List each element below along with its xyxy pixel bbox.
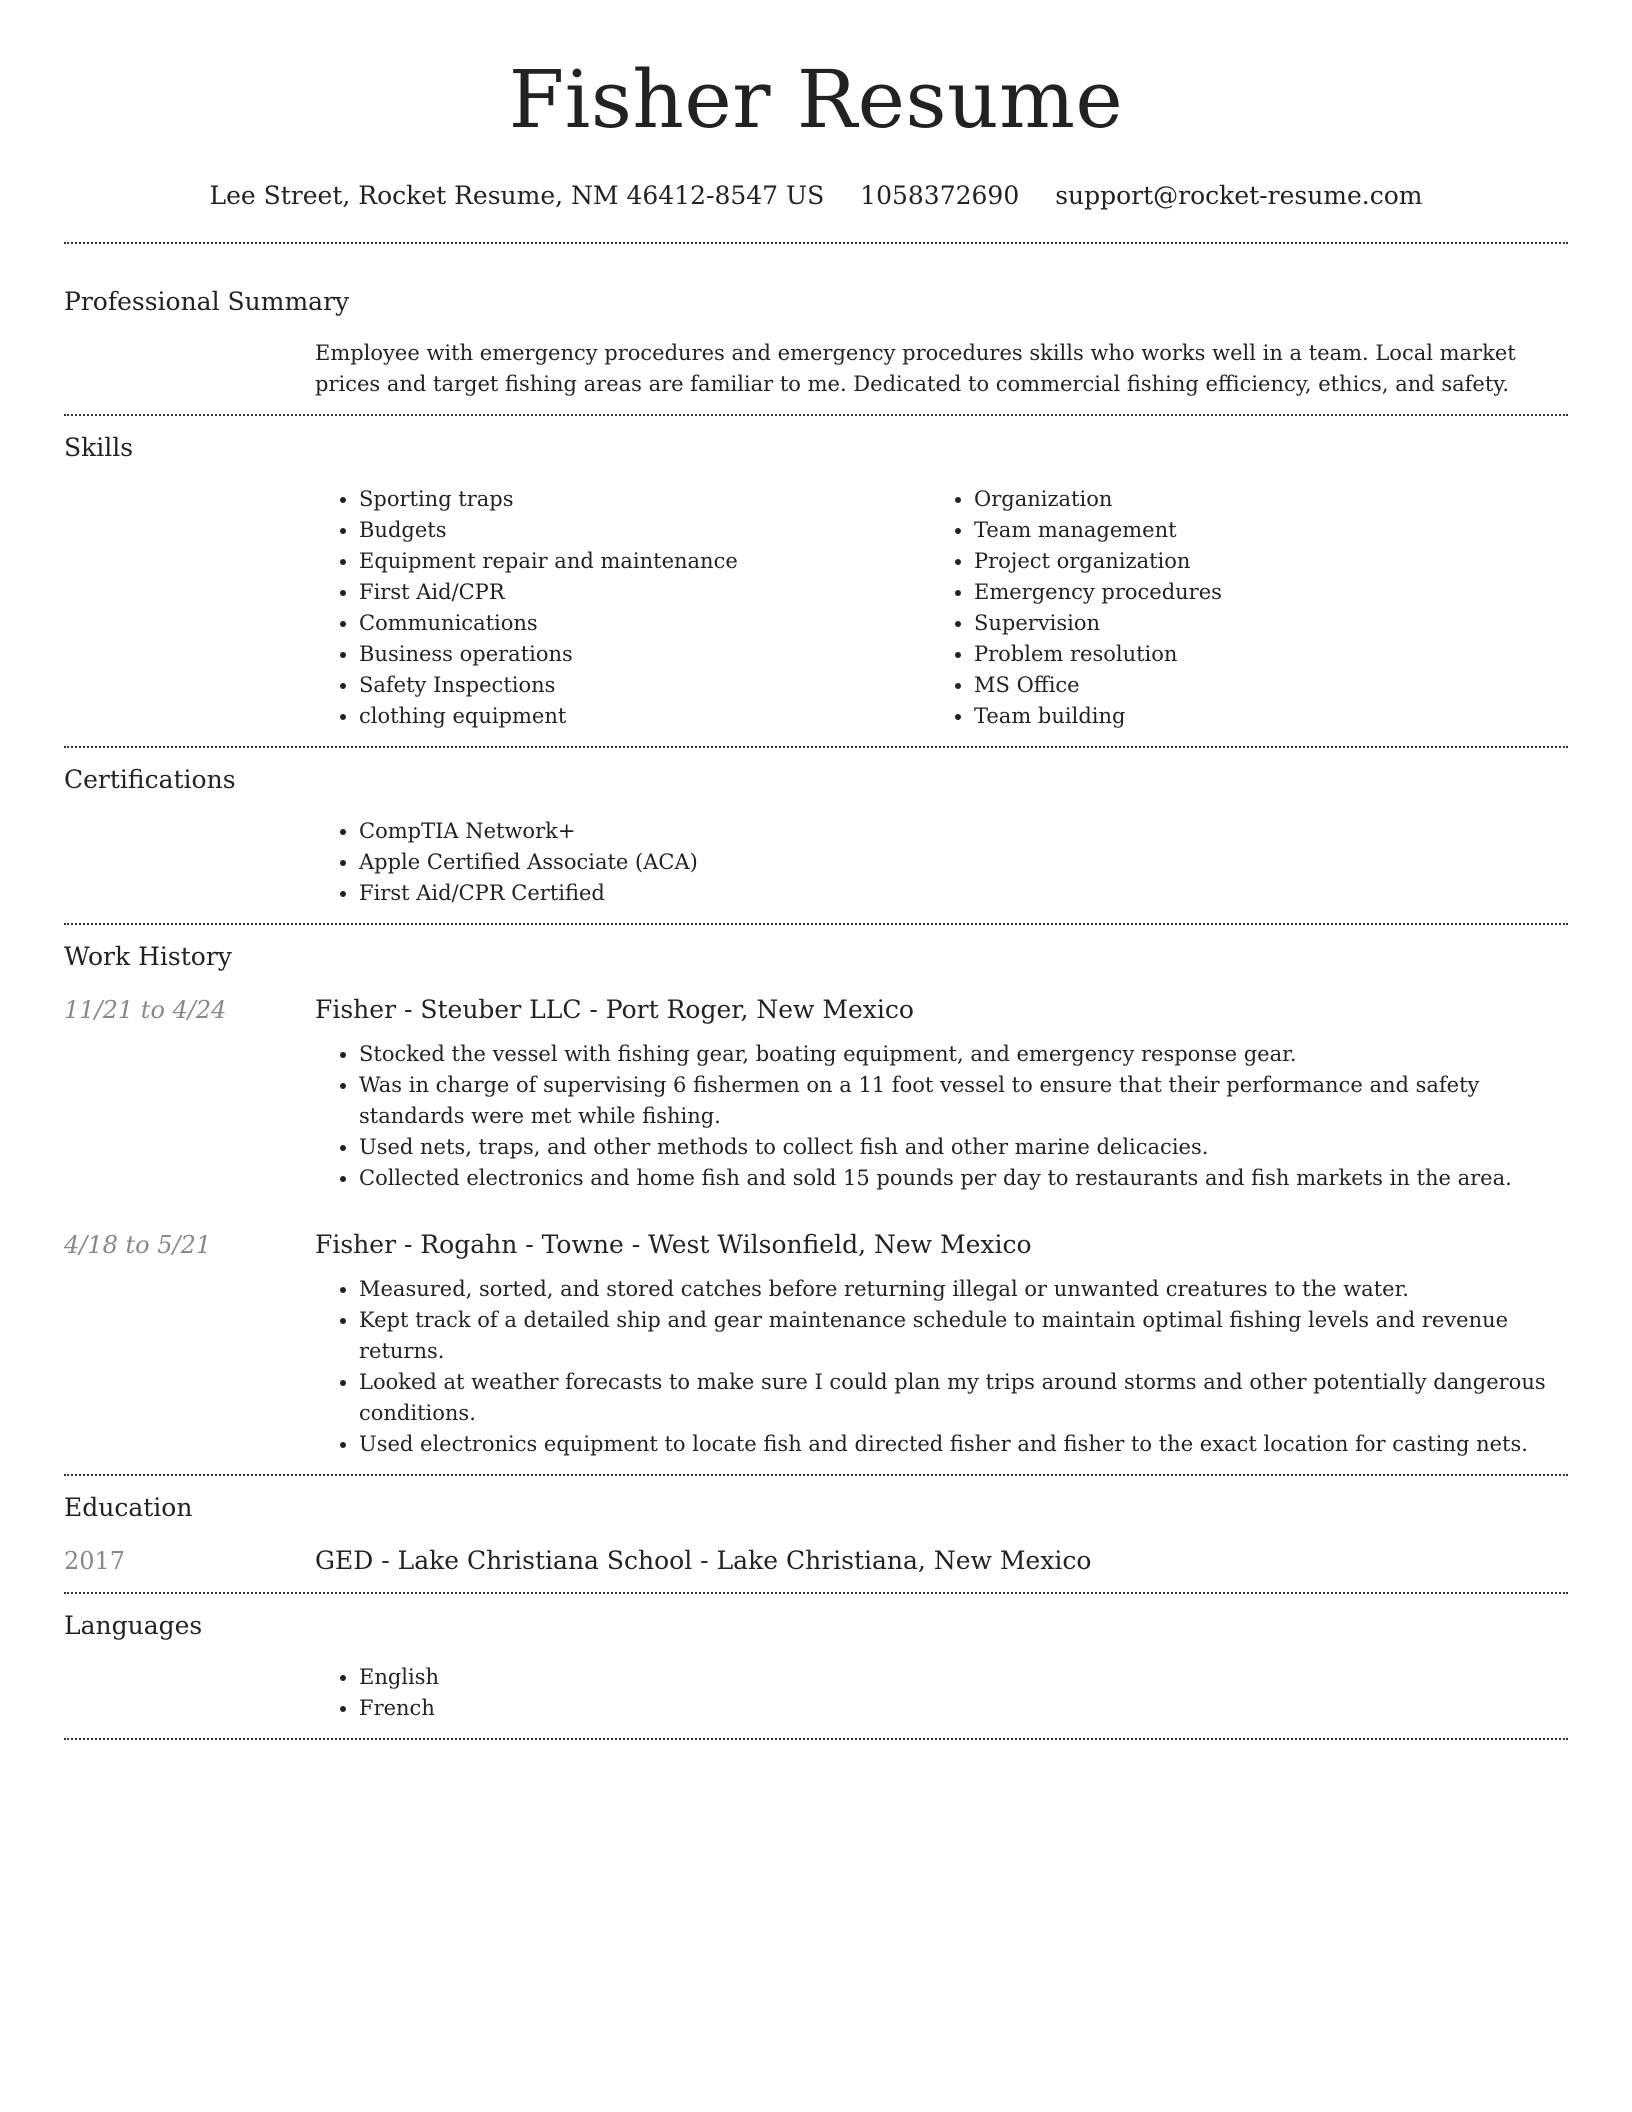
certifications-section xyxy=(64,748,1568,923)
contact-phone: 1058372690 xyxy=(860,181,1020,210)
skill-item: • First Aid/CPR xyxy=(359,577,930,608)
summary-title: Professional Summary xyxy=(64,287,350,316)
skill-item: • Project organization xyxy=(974,546,1545,577)
skills-section xyxy=(64,416,1568,746)
languages-title: Languages xyxy=(64,1611,203,1640)
job-bullet: • Was in charge of supervising 6 fishermen on a 11 foot vessel to ensure that their performance and safety standards were met while fishing. xyxy=(359,1070,1568,1132)
summary-text: Employee with emergency procedures and emergency procedures skills who works well in a team. Local market prices and target fishing areas are familiar to me. Dedicated to commercial fishing efficiency, ethics, and safety. xyxy=(315,341,1516,396)
skill-item: • Safety Inspections xyxy=(359,670,930,701)
skills-column-right xyxy=(930,484,1545,732)
job-bullet: • Used electronics equipment to locate fish and directed fisher and fisher to the exact location for casting nets. xyxy=(359,1429,1568,1460)
summary-section xyxy=(64,244,1568,414)
education-year: 2017 xyxy=(64,1547,126,1575)
work-history-section xyxy=(64,925,1568,1474)
job-bullet: • Measured, sorted, and stored catches before returning illegal or unwanted creatures to the water. xyxy=(359,1274,1568,1305)
certifications-title: Certifications xyxy=(64,765,236,794)
skill-item: • Budgets xyxy=(359,515,930,546)
job-details xyxy=(315,993,1568,1194)
skill-item: • Sporting traps xyxy=(359,484,930,515)
language-item: • English xyxy=(359,1662,1568,1693)
education-details xyxy=(315,1544,1568,1578)
resume-header xyxy=(64,0,1568,214)
skills-list-right xyxy=(930,484,1545,732)
job-bullet: • Looked at weather forecasts to make sure I could plan my trips around storms and other potentially dangerous conditions. xyxy=(359,1367,1568,1429)
job-bullet: • Kept track of a detailed ship and gear maintenance schedule to maintain optimal fishing levels and revenue returns. xyxy=(359,1305,1568,1367)
job-bullet: • Used nets, traps, and other methods to collect fish and other marine delicacies. xyxy=(359,1132,1568,1163)
skill-item: • Problem resolution xyxy=(974,639,1545,670)
skill-item: • Communications xyxy=(359,608,930,639)
job-dates: 11/21 to 4/24 xyxy=(64,996,227,1024)
skills-list-left xyxy=(315,484,930,732)
job-bullet: • Stocked the vessel with fishing gear, boating equipment, and emergency response gear. xyxy=(359,1039,1568,1070)
certification-item: • Apple Certified Associate (ACA) xyxy=(359,847,1568,878)
education-degree: GED - Lake Christiana School - Lake Christiana, New Mexico xyxy=(315,1546,1092,1575)
job-bullets xyxy=(315,1274,1568,1460)
skill-item: • Emergency procedures xyxy=(974,577,1545,608)
job-bullets xyxy=(315,1039,1568,1194)
skills-title: Skills xyxy=(64,433,134,462)
job-entry xyxy=(64,1228,1568,1460)
job-title: Fisher - Rogahn - Towne - West Wilsonfield, New Mexico xyxy=(315,1230,1032,1259)
skills-columns xyxy=(315,484,1568,732)
contact-line xyxy=(64,178,1568,214)
job-dates: 4/18 to 5/21 xyxy=(64,1231,212,1259)
language-item: • French xyxy=(359,1693,1568,1724)
education-entry xyxy=(64,1544,1568,1578)
education-section xyxy=(64,1476,1568,1592)
skill-item: • Business operations xyxy=(359,639,930,670)
skill-item: • clothing equipment xyxy=(359,701,930,732)
education-title: Education xyxy=(64,1493,193,1522)
job-bullet: • Collected electronics and home fish and sold 15 pounds per day to restaurants and fish markets in the area. xyxy=(359,1163,1568,1194)
job-entry xyxy=(64,993,1568,1194)
skills-column-left xyxy=(315,484,930,732)
resume-name: Fisher Resume xyxy=(508,53,1124,146)
contact-address: Lee Street, Rocket Resume, NM 46412-8547 US xyxy=(209,181,825,210)
skill-item: • Team building xyxy=(974,701,1545,732)
languages-list xyxy=(315,1662,1568,1724)
skill-item: • Equipment repair and maintenance xyxy=(359,546,930,577)
certification-item: • First Aid/CPR Certified xyxy=(359,878,1568,909)
contact-email: support@rocket-resume.com xyxy=(1055,181,1423,210)
certifications-list xyxy=(315,816,1568,909)
languages-body xyxy=(315,1662,1568,1724)
section-divider xyxy=(64,1738,1568,1740)
job-details xyxy=(315,1228,1568,1460)
skill-item: • Supervision xyxy=(974,608,1545,639)
work-history-title: Work History xyxy=(64,942,232,971)
skill-item: • Organization xyxy=(974,484,1545,515)
languages-section xyxy=(64,1594,1568,1738)
certification-item: • CompTIA Network+ xyxy=(359,816,1568,847)
certifications-body xyxy=(315,816,1568,909)
skill-item: • MS Office xyxy=(974,670,1545,701)
job-title: Fisher - Steuber LLC - Port Roger, New Mexico xyxy=(315,995,914,1024)
skill-item: • Team management xyxy=(974,515,1545,546)
